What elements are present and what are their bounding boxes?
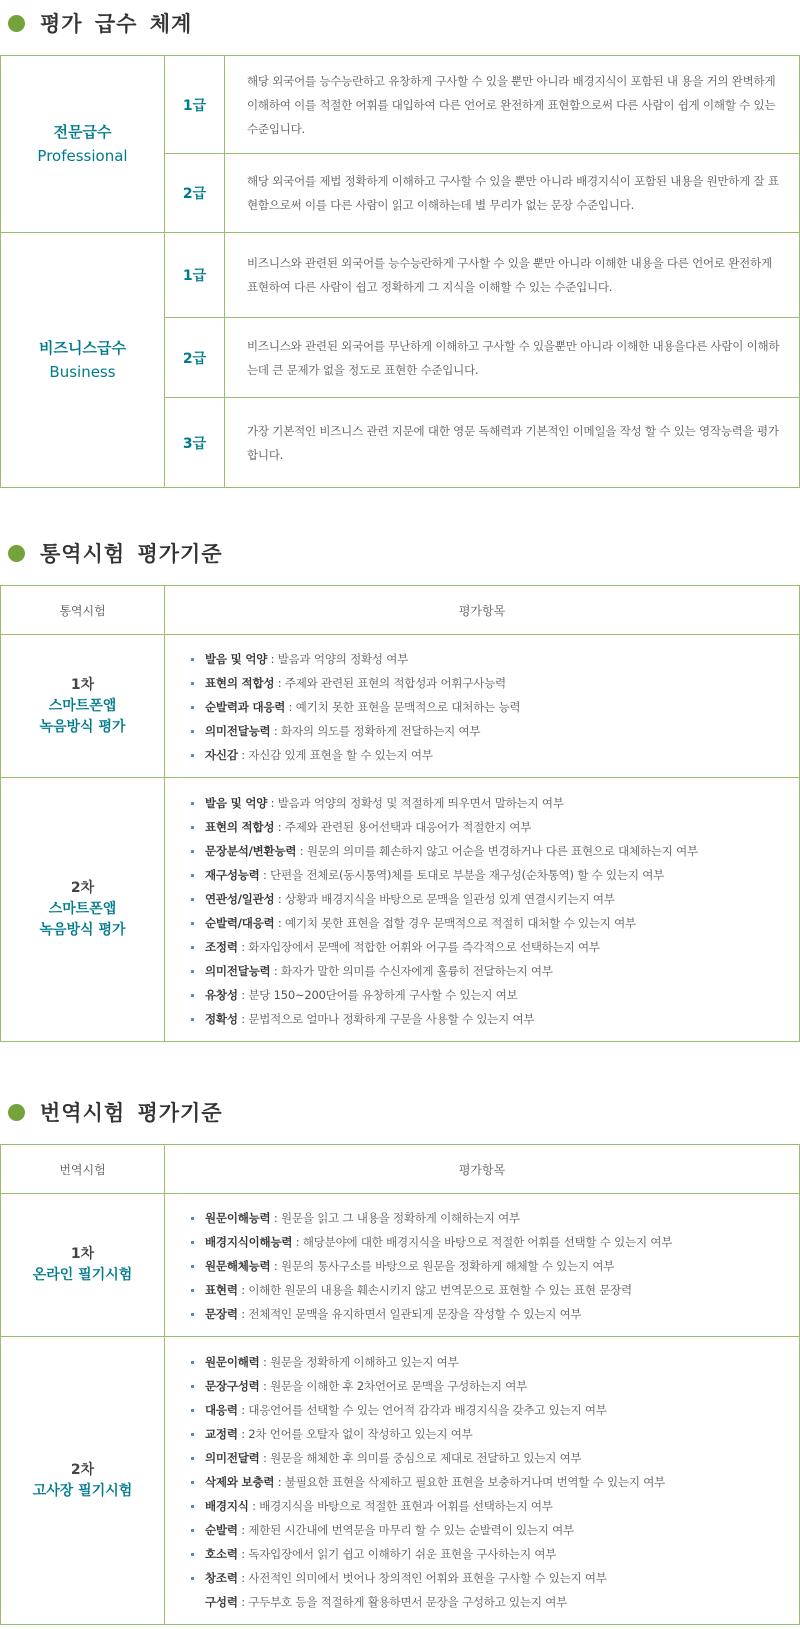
table-row xyxy=(1,778,800,1042)
list-item: 창조력 : 사전적인 의미에서 벗어나 창의적인 어휘와 표현을 구사할 수 있는지 여부 xyxy=(191,1566,799,1590)
stage-number: 2차 xyxy=(70,880,95,896)
list-item: 재구성능력 : 단편을 전체로(동시통역)체를 토대로 부분을 재구성(순차통역) 할 수 있는지 여부 xyxy=(191,863,799,887)
list-item: 발음 및 억양 : 발음과 억양의 정확성 여부 xyxy=(191,647,799,671)
level-description: 비즈니스와 관련된 외국어를 무난하게 이해하고 구사할 수 있을뿐만 아니라 이해한 내용을다른 사람이 이해하는데 큰 문제가 없을 정도로 표현한 수준입니다. xyxy=(225,318,800,398)
stage-cell xyxy=(1,1194,165,1337)
list-item: 표현의 적합성 : 주제와 관련된 표현의 적합성과 어휘구사능력 xyxy=(191,671,799,695)
criteria-cell xyxy=(165,635,800,778)
level-name-en: Professional xyxy=(37,147,128,165)
table-row xyxy=(1,1194,800,1337)
list-item: 대응력 : 대응언어를 선택할 수 있는 언어적 감각과 배경지식을 갖추고 있는지 여부 xyxy=(191,1398,799,1422)
stage-cell xyxy=(1,778,165,1042)
stage-name: 스마트폰앱 xyxy=(48,901,117,917)
list-item: 배경지식이해능력 : 해당분야에 대한 배경지식을 바탕으로 적절한 어휘를 선택할 수 있는지 여부 xyxy=(191,1230,799,1254)
list-item: 표현의 적합성 : 주제와 관련된 용어선택과 대응어가 적절한지 여부 xyxy=(191,815,799,839)
list-item: 구성력 : 구두부호 등을 적절하게 활용하면서 문장을 구성하고 있는지 여부 xyxy=(205,1594,568,1609)
stage-name: 온라인 필기시험 xyxy=(32,1267,133,1283)
list-item: 연관성/일관성 : 상황과 배경지식을 바탕으로 문맥을 일관성 있게 연결시키는지 여부 xyxy=(191,887,799,911)
list-item: 의미전달능력 : 화자가 말한 의미를 수신자에게 훌륭히 전달하는지 여부 xyxy=(191,959,799,983)
sub-level-label: 1급 xyxy=(165,233,225,318)
grade-system-table xyxy=(0,55,800,488)
table-header-row xyxy=(1,586,800,635)
list-item: 표현력 : 이해한 원문의 내용을 훼손시키지 않고 번역문으로 표현할 수 있는 표현 문장력 xyxy=(191,1278,799,1302)
stage-number: 1차 xyxy=(70,676,95,693)
table-row xyxy=(1,56,800,154)
table-row xyxy=(1,635,800,778)
sub-level-label: 1급 xyxy=(165,56,225,154)
sub-level-label: 3급 xyxy=(165,398,225,488)
stage-name: 녹음방식 평가 xyxy=(39,922,126,938)
list-item: 유창성 : 분당 150~200단어를 유창하게 구사할 수 있는지 여보 xyxy=(191,983,799,1007)
sub-level-label: 2급 xyxy=(165,154,225,233)
stage-name: 녹음방식 평가 xyxy=(39,718,126,735)
criteria-list xyxy=(191,1350,799,1614)
bullet-dot-icon xyxy=(8,545,25,562)
criteria-cell xyxy=(165,778,800,1042)
level-professional xyxy=(1,56,165,233)
section-title-grade xyxy=(4,5,192,41)
interp-criteria-table xyxy=(0,585,800,1042)
list-item: 문장구성력 : 원문을 이해한 후 2차언어로 문맥을 구성하는지 여부 xyxy=(191,1374,799,1398)
list-item: 교정력 : 2차 언어를 오탈자 없이 작성하고 있는지 여부 xyxy=(191,1422,799,1446)
section-heading: 번역시험 평가기준 xyxy=(40,1101,223,1125)
trans-criteria-table xyxy=(0,1144,800,1625)
column-header: 통역시험 xyxy=(1,586,165,635)
list-item: 원문해체능력 : 원문의 통사구소를 바탕으로 원문을 정확하게 해체할 수 있는지 여부 xyxy=(191,1254,799,1278)
level-business xyxy=(1,233,165,488)
section-title-trans xyxy=(4,1094,223,1130)
list-item: 삭제와 보충력 : 불필요한 표현을 삭제하고 필요한 표현을 보충하거나며 번역할 수 있는지 여부 xyxy=(191,1470,799,1494)
section-title-interp xyxy=(4,535,223,571)
list-item: 원문이해능력 : 원문을 읽고 그 내용을 정확하게 이해하는지 여부 xyxy=(191,1206,799,1230)
list-item: 자신감 : 자신감 있게 표현을 할 수 있는지 여부 xyxy=(191,743,799,767)
criteria-cell xyxy=(165,1194,800,1337)
table-row xyxy=(1,1337,800,1625)
list-item: 조정력 : 화자입장에서 문맥에 적합한 어휘와 어구를 즉각적으로 선택하는지 여부 xyxy=(191,935,799,959)
bullet-dot-icon xyxy=(8,1104,25,1121)
level-description: 해당 외국어를 제법 정확하게 이해하고 구사할 수 있을 뿐만 아니라 배경지식이 포함된 내용을 원만하게 잘 표현함으로써 이를 다른 사람이 읽고 이해하는데 별 무리가 없는 문장 수준입니다. xyxy=(225,154,800,233)
table-row xyxy=(1,233,800,318)
stage-cell xyxy=(1,1337,165,1625)
level-name-en: Business xyxy=(49,363,116,381)
list-item: 호소력 : 독자입장에서 읽기 쉽고 이해하기 쉬운 표현을 구사하는지 여부 xyxy=(191,1542,799,1566)
level-description: 해당 외국어를 능수능란하고 유창하게 구사할 수 있을 뿐만 아니라 배경지식이 포함된 내 용을 거의 완벽하게 이해하여 이를 적절한 어휘를 대입하여 다른 언어로 완전하게 표현함으로써 다른 사람이 쉽게 이해할 수 있는 수준입니다. xyxy=(225,56,800,154)
criteria-cell xyxy=(165,1337,800,1625)
list-item: 발음 및 억양 : 발음과 억양의 정확성 및 적절하게 띄우면서 말하는지 여부 xyxy=(191,791,799,815)
stage-cell xyxy=(1,635,165,778)
criteria-list xyxy=(191,647,799,767)
list-item: 순발력/대응력 : 예기치 못한 표현을 접할 경우 문맥적으로 적절히 대처할 수 있는지 여부 xyxy=(191,911,799,935)
stage-number: 2차 xyxy=(70,1461,95,1478)
sub-level-label: 2급 xyxy=(165,318,225,398)
list-item: 문장력 : 전체적인 문맥을 유지하면서 일관되게 문장을 작성할 수 있는지 여부 xyxy=(191,1302,799,1326)
list-item: 정확성 : 문법적으로 얼마나 정확하게 구문을 사용할 수 있는지 여부 xyxy=(191,1007,799,1031)
level-name: 전문급수 xyxy=(53,123,112,141)
table-header-row xyxy=(1,1145,800,1194)
list-item: 원문이해력 : 원문을 정확하게 이해하고 있는지 여부 xyxy=(191,1350,799,1374)
criteria-list xyxy=(191,1206,799,1326)
level-description: 가장 기본적인 비즈니스 관련 지문에 대한 영문 독해력과 기본적인 이메일을 작성 할 수 있는 영작능력을 평가합니다. xyxy=(225,398,800,488)
list-item: 배경지식 : 배경지식을 바탕으로 적절한 표현과 어휘를 선택하는지 여부 xyxy=(191,1494,799,1518)
criteria-list xyxy=(191,791,799,1031)
section-heading: 평가 급수 체계 xyxy=(40,12,193,36)
list-item: 순발력 : 제한된 시간내에 번역문을 마무리 할 수 있는 순발력이 있는지 여부 xyxy=(191,1518,799,1542)
stage-number: 1차 xyxy=(70,1246,95,1262)
column-header: 번역시험 xyxy=(1,1145,165,1194)
bullet-dot-icon xyxy=(8,15,25,32)
list-item: 의미전달력 : 원문을 해체한 후 의미를 중심으로 제대로 전달하고 있는지 여부 xyxy=(191,1446,799,1470)
level-name: 비즈니스급수 xyxy=(39,339,126,357)
list-item: 문장분석/변환능력 : 원문의 의미를 훼손하지 않고 어순을 변경하거나 다른 표현으로 대체하는지 여부 xyxy=(191,839,799,863)
column-header: 평가항목 xyxy=(165,1145,800,1194)
column-header: 평가항목 xyxy=(165,586,800,635)
level-description: 비즈니스와 관련된 외국어를 능수능란하게 구사할 수 있을 뿐만 아니라 이해한 내용을 다른 언어로 완전하게 표현하여 다른 사람이 쉽고 정확하게 그 지식을 이해할 수 있는 수준입니다. xyxy=(225,233,800,318)
list-item: 의미전달능력 : 화자의 의도를 정확하게 전달하는지 여부 xyxy=(191,719,799,743)
stage-name: 고사장 필기시험 xyxy=(32,1482,133,1499)
list-item: 순발력과 대응력 : 예기치 못한 표현을 문맥적으로 대처하는 능력 xyxy=(191,695,799,719)
section-heading: 통역시험 평가기준 xyxy=(40,542,223,566)
stage-name: 스마트폰앱 xyxy=(48,697,117,714)
